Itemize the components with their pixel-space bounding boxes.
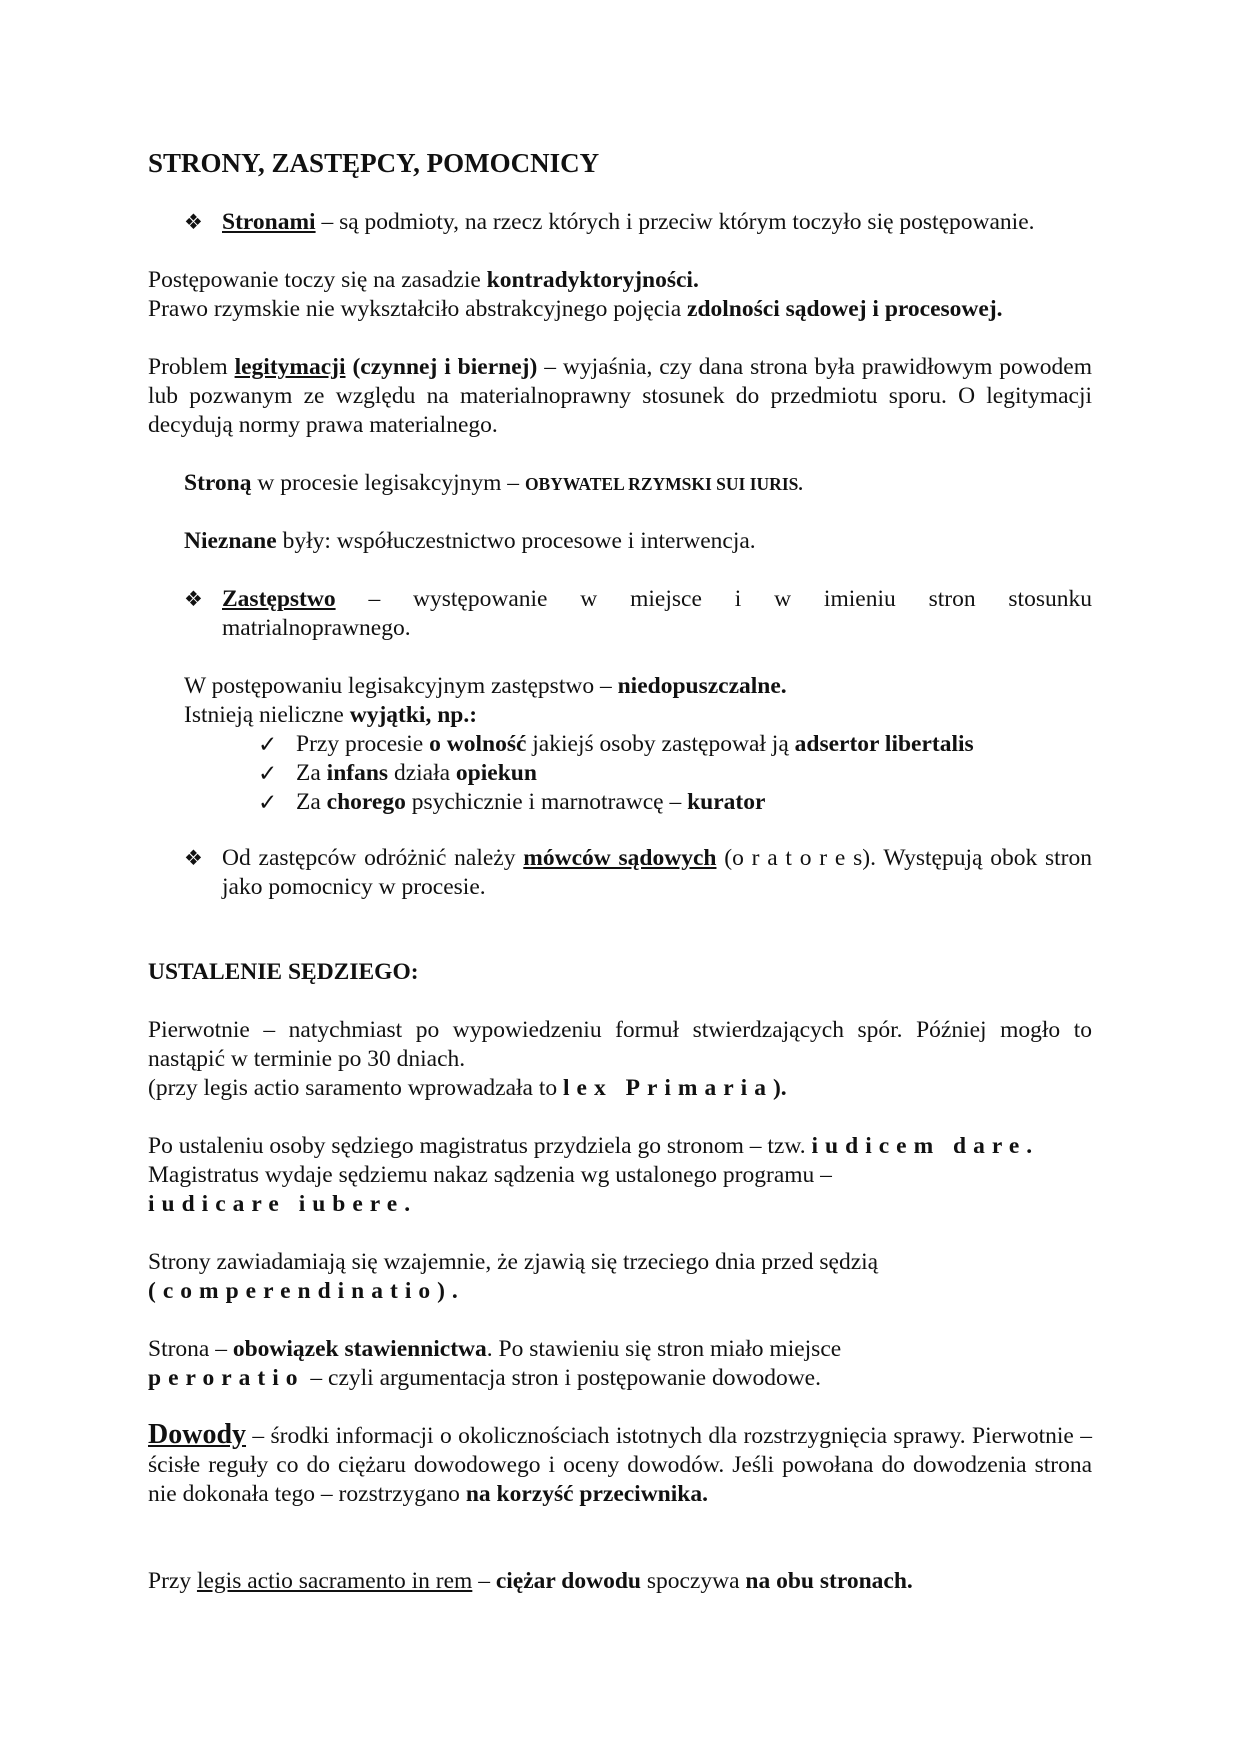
diamond-bullet-icon: ❖ xyxy=(184,846,203,870)
niedopuszczalne-bold: niedopuszczalne. xyxy=(617,673,787,699)
niedopuszczalne-text: W postępowaniu legisakcyjnym zastępstwo – xyxy=(184,673,618,699)
comperendinatio-line: Strony zawiadamiają się wzajemnie, że zjawią się trzeciego dnia przed sędzią xyxy=(148,1249,879,1275)
check-item-bold: infans xyxy=(326,760,389,786)
ciezar-bold-1: ciężar dowodu xyxy=(495,1568,641,1594)
wyjatki-text: Istnieją nieliczne xyxy=(184,702,350,728)
nieznane-line xyxy=(184,527,1092,556)
comperendinatio-term: (comperendinatio). xyxy=(148,1278,465,1304)
legitymacja-text: – wyjaśnia, czy dana strona była prawidłowym powodem lub pozwanym ze względu na materialnoprawny stosunek do przedmiotu sporu. O legitymacji decydują normy prawa materialnego. xyxy=(148,354,1092,438)
check-item-bold: o wolność xyxy=(429,731,527,757)
check-item-bold: adsertor libertalis xyxy=(794,731,974,757)
legitymacja-term: legitymacji xyxy=(234,354,346,380)
ciezar-bold-2: na obu stronach. xyxy=(745,1568,913,1594)
wyjatki-tail: , np.: xyxy=(425,702,478,728)
niedopuszczalne-line xyxy=(184,672,1092,701)
zastepstwo-text: – występowanie w miejsce i w imieniu stron stosunku xyxy=(335,586,1092,612)
legitymacja-paragraph xyxy=(148,353,1092,440)
checkmark-icon: ✓ xyxy=(258,790,278,815)
zdolnosc-line xyxy=(148,295,1092,324)
ciezar-dash: – xyxy=(472,1568,496,1594)
zdolnosc-text: Prawo rzymskie nie wykształciło abstrakcyjnego pojęcia xyxy=(148,296,688,322)
mowcy-text: (o r a t o r e s). Występują obok stron jako pomocnicy w procesie. xyxy=(222,845,1092,900)
checkmark-icon: ✓ xyxy=(258,732,278,757)
strona-legis-line xyxy=(184,469,1092,499)
mowcy-paragraph xyxy=(222,844,1092,902)
ciezar-underlined: legis actio sacramento in rem xyxy=(196,1568,473,1594)
iubere-term: iudicare iubere xyxy=(148,1191,405,1217)
nieznane-bold: Nieznane xyxy=(184,528,277,554)
zastepstwo-term: Zastępstwo xyxy=(222,586,336,612)
check-item-text: działa xyxy=(388,760,456,786)
stronami-paragraph xyxy=(222,208,1092,237)
iubere-term-line xyxy=(148,1190,1092,1219)
dowody-term: Dowody xyxy=(148,1419,247,1450)
zastepstwo-line xyxy=(222,585,1092,614)
diamond-bullet-icon: ❖ xyxy=(184,210,203,234)
dowody-bold: na korzyść przeciwnika. xyxy=(465,1481,708,1507)
kontradyktoryjnosc-bold: kontradyktoryjności. xyxy=(486,267,699,293)
check-item-text: Za xyxy=(296,760,327,786)
stawiennictwo-tail: . Po stawieniu się stron miało miejsce xyxy=(486,1336,842,1362)
strona-legis-bold: Stroną xyxy=(184,470,252,496)
iudicem-dot: . xyxy=(1026,1133,1033,1159)
lex-primaria-pre: (przy legis actio saramento wprowadzała to xyxy=(148,1075,564,1101)
iubere-line: Magistratus wydaje sędziemu nakaz sądzenia wg ustalonego programu – xyxy=(148,1162,832,1188)
dowody-text: – środki informacji o okolicznościach istotnych dla rozstrzygnięcia sprawy. Pierwotnie – ścisłe reguły co do ciężaru dowodowego i oceny dowodów. Jeśli powołana do dowodzenia strona nie dokonała tego – rozstrzygano xyxy=(148,1423,1092,1507)
iudicem-line xyxy=(148,1132,1092,1161)
nieznane-text: były: współuczestnictwo procesowe i interwencja. xyxy=(276,528,756,554)
zdolnosc-bold: zdolności sądowej i procesowej. xyxy=(687,296,1003,322)
stronami-term: Stronami xyxy=(222,209,316,235)
ciezar-line xyxy=(148,1567,1092,1596)
iudicem-term: iudicem dare xyxy=(811,1133,1027,1159)
lex-primaria-term: lex Primaria xyxy=(563,1075,773,1101)
wyjatki-line xyxy=(184,701,1092,730)
peroratio-line xyxy=(148,1364,1092,1393)
page-title: STRONY, ZASTĘPCY, POMOCNICY xyxy=(148,148,600,178)
checkmark-icon: ✓ xyxy=(258,761,278,786)
stawiennictwo-line xyxy=(148,1335,1092,1364)
section-heading: USTALENIE SĘDZIEGO: xyxy=(148,959,419,985)
mowcy-pre: Od zastępców odróżnić należy xyxy=(222,845,524,871)
kontradyktoryjnosc-text: Postępowanie toczy się na zasadzie xyxy=(148,267,487,293)
zastepstwo-line-2: matrialnoprawnego. xyxy=(222,615,411,641)
strona-legis-text: w procesie legisakcyjnym – xyxy=(251,470,525,496)
stawiennictwo-text: Strona – xyxy=(148,1336,233,1362)
stronami-text: – są podmioty, na rzecz których i przeciw którym toczyło się postępowanie. xyxy=(315,209,1035,235)
pierwotnie-paragraph: Pierwotnie – natychmiast po wypowiedzeniu formuł stwierdzających spór. Później mogło to nastąpić w terminie po 30 dniach. xyxy=(148,1017,1092,1072)
lex-primaria-post: ). xyxy=(772,1075,787,1101)
diamond-bullet-icon: ❖ xyxy=(184,587,203,611)
legitymacja-pre: Problem xyxy=(148,354,235,380)
check-item-text: Przy procesie xyxy=(296,731,430,757)
check-item xyxy=(296,759,1092,788)
check-item-text: jakiejś osoby zastępował ją xyxy=(526,731,795,757)
stawiennictwo-bold: obowiązek stawiennictwa xyxy=(232,1336,487,1362)
iudicem-text: Po ustaleniu osoby sędziego magistratus przydziela go stronom – tzw. xyxy=(148,1133,812,1159)
peroratio-term: peroratio xyxy=(148,1365,305,1391)
ciezar-mid: spoczywa xyxy=(640,1568,746,1594)
check-item-bold: chorego xyxy=(326,789,406,815)
check-item-text: psychicznie i marnotrawcę – xyxy=(405,789,688,815)
iubere-dot: . xyxy=(404,1191,411,1217)
check-item xyxy=(296,730,1092,759)
wyjatki-bold: wyjątki xyxy=(349,702,426,728)
kontradyktoryjnosc-line xyxy=(148,266,1092,295)
ciezar-pre: Przy xyxy=(148,1568,197,1594)
peroratio-text: – czyli argumentacja stron i postępowanie dowodowe. xyxy=(304,1365,821,1391)
check-item-bold: opiekun xyxy=(455,760,537,786)
lex-primaria-line xyxy=(148,1074,1092,1103)
strona-legis-caps: OBYWATEL RZYMSKI SUI IURIS. xyxy=(524,474,803,494)
check-item-text: Za xyxy=(296,789,327,815)
legitymacja-paren: (czynnej i biernej) xyxy=(345,354,538,380)
mowcy-term: mówców sądowych xyxy=(523,845,717,871)
dowody-paragraph xyxy=(148,1420,1092,1509)
check-item-bold: kurator xyxy=(687,789,766,815)
comperendinatio-term-line xyxy=(148,1277,1092,1306)
check-item xyxy=(296,788,1092,817)
